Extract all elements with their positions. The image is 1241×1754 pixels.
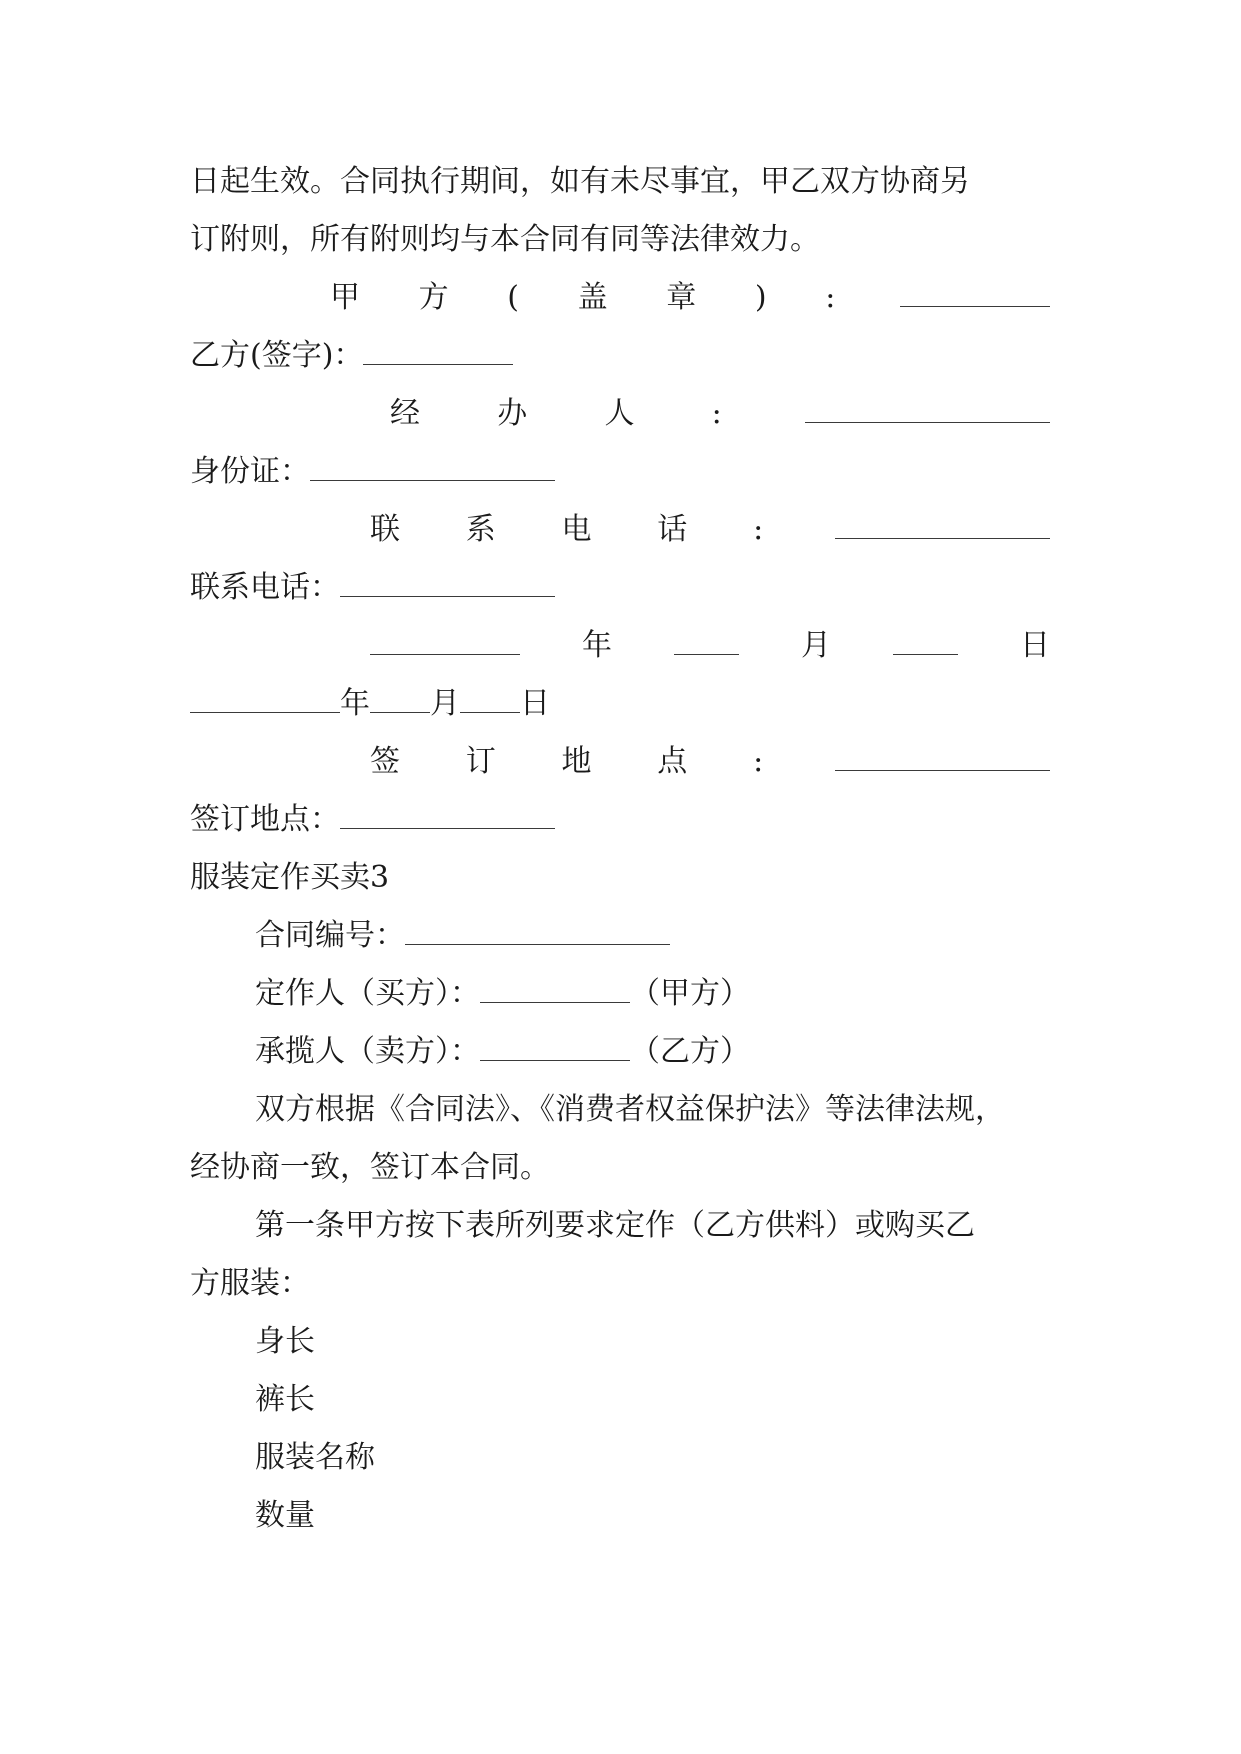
seller-line [255, 1024, 1050, 1080]
char: 日 [1020, 628, 1050, 663]
list-item: 服装名称 [255, 1440, 375, 1475]
char: ) [754, 280, 767, 315]
list-item: 身长 [255, 1324, 315, 1359]
char: 系 [465, 512, 496, 547]
text-line: 方服装： [190, 1266, 310, 1301]
list-item: 裤长 [255, 1382, 315, 1417]
month-blank[interactable] [370, 686, 430, 713]
char: 经 [390, 396, 420, 431]
date-line-a [370, 618, 1050, 674]
day-blank[interactable] [893, 628, 958, 655]
char: 人 [604, 396, 635, 431]
contract-number-line [255, 908, 1050, 964]
char: 日 [520, 686, 550, 721]
text-line: 订附则，所有附则均与本合同有同等法律效力。 [190, 222, 820, 257]
label: （甲方） [630, 976, 750, 1011]
place-line-a [370, 734, 1050, 790]
list-item: 数量 [255, 1498, 315, 1533]
day-blank[interactable] [460, 686, 520, 713]
text-line: 经协商一致，签订本合同。 [190, 1150, 550, 1185]
year-blank[interactable] [370, 628, 520, 655]
char: 地 [561, 744, 592, 779]
char: 盖 [577, 280, 608, 315]
label: 身份证： [190, 454, 310, 489]
party-a-seal-line [330, 270, 1050, 326]
char: 订 [465, 744, 496, 779]
text-line: 双方根据《合同法》、《消费者权益保护法》等法律法规， [255, 1092, 1005, 1127]
label: 签订地点： [190, 802, 340, 837]
char: 联 [370, 512, 400, 547]
phone-line-a [370, 502, 1050, 558]
label: 联系电话： [190, 570, 340, 605]
contract-number-blank[interactable] [405, 918, 670, 945]
char: 方 [418, 280, 449, 315]
phone-line-b [190, 560, 1050, 616]
char: 签 [370, 744, 400, 779]
char: 点 [657, 744, 688, 779]
handler-line [390, 386, 1050, 442]
char: 章 [666, 280, 697, 315]
label: 定作人（买方）： [255, 976, 480, 1011]
char: 月 [801, 628, 831, 663]
year-blank[interactable] [190, 686, 340, 713]
char: 月 [430, 686, 460, 721]
fill-blank[interactable] [363, 338, 513, 365]
char: : [711, 396, 722, 431]
id-card-line [190, 444, 1050, 500]
fill-blank[interactable] [340, 802, 555, 829]
fill-blank[interactable] [835, 744, 1050, 771]
label: （乙方） [630, 1034, 750, 1069]
date-line-b [190, 676, 1050, 732]
char: 话 [657, 512, 688, 547]
buyer-blank[interactable] [480, 976, 630, 1003]
party-b-sign-line [190, 328, 1050, 384]
char: 年 [340, 686, 370, 721]
text-line: 第一条甲方按下表所列要求定作（乙方供料）或购买乙 [255, 1208, 975, 1243]
char: : [753, 744, 764, 779]
seller-blank[interactable] [480, 1034, 630, 1061]
char: : [753, 512, 764, 547]
char: 甲 [330, 280, 360, 315]
char: 电 [561, 512, 592, 547]
buyer-line [255, 966, 1050, 1022]
label: 合同编号： [255, 918, 405, 953]
char: 年 [582, 628, 612, 663]
fill-blank[interactable] [835, 512, 1050, 539]
place-line-b [190, 792, 1050, 848]
fill-blank[interactable] [805, 396, 1050, 423]
char: ( [507, 280, 519, 315]
section-title: 服装定作买卖3 [190, 860, 390, 895]
text-line: 日起生效。合同执行期间，如有未尽事宜，甲乙双方协商另 [190, 164, 970, 199]
month-blank[interactable] [674, 628, 739, 655]
char: : [825, 280, 836, 315]
char: 办 [497, 396, 528, 431]
fill-blank[interactable] [340, 570, 555, 597]
fill-blank[interactable] [900, 280, 1050, 307]
fill-blank[interactable] [310, 454, 555, 481]
label: 承揽人（卖方）： [255, 1034, 480, 1069]
label: 乙方(签字)： [190, 338, 364, 373]
